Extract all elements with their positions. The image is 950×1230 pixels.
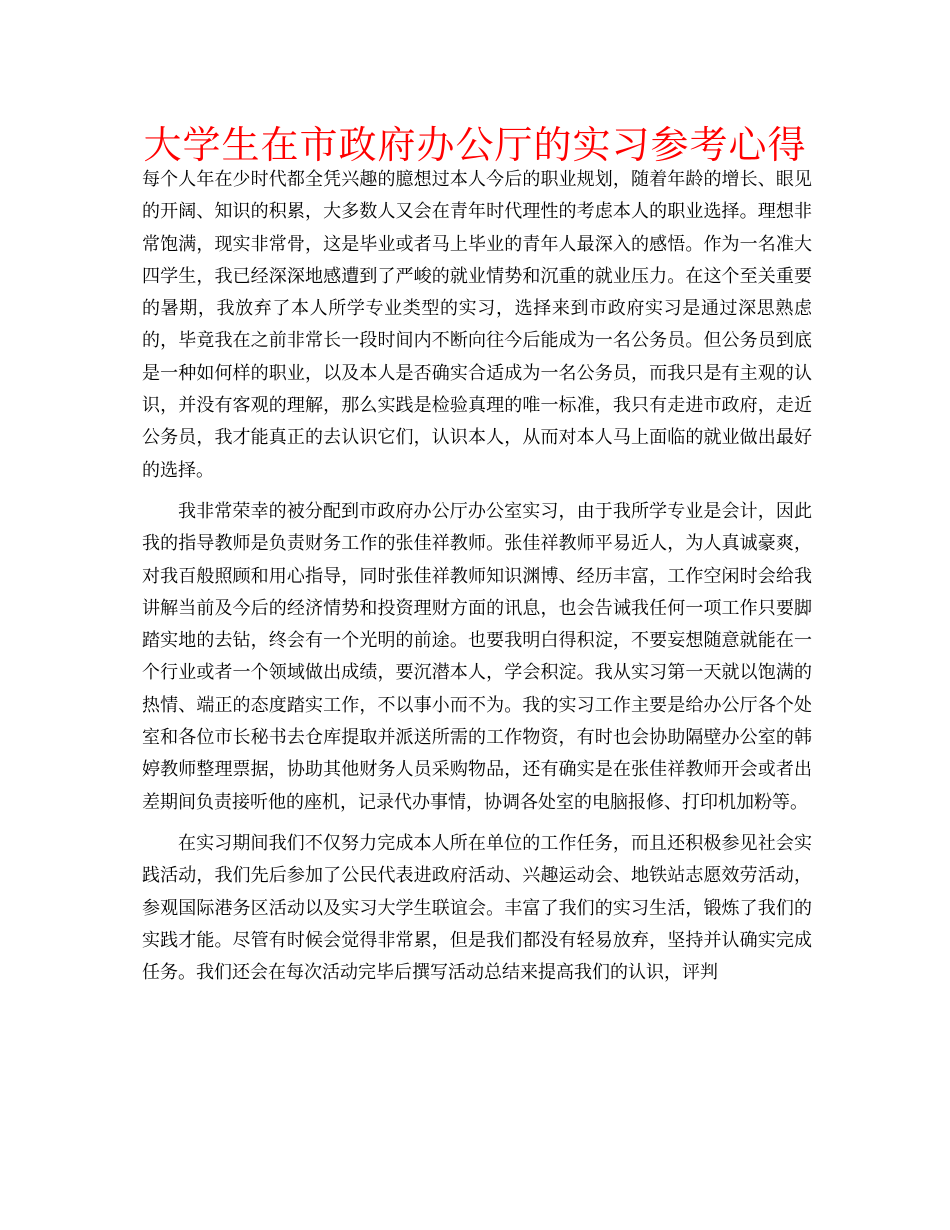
paragraph-3: 在实习期间我们不仅努力完成本人所在单位的工作任务，而且还积极参见社会实践活动，我们先后参加了公民代表进政府活动、兴趣运动会、地铁站志愿效劳活动，参观国际港务区活动以及实习大学生联谊会。丰富了我们的实习生活，锻炼了我们的实践才能。尽管有时候会觉得非常累，但是我们都没有轻易放弃，坚持并认确实完成任务。我们还会在每次活动完毕后撰写活动总结来提高我们的认识，评判: [142, 832, 812, 984]
document-body: [142, 164, 812, 989]
document-title: 大学生在市政府办公厅的实习参考心得: [143, 123, 807, 167]
paragraph-1: 每个人年在少时代都全凭兴趣的臆想过本人今后的职业规划，随着年龄的增长、眼见的开阔、知识的积累，大多数人又会在青年时代理性的考虑本人的职业选择。理想非常饱满，现实非常骨，这是毕业或者马上毕业的青年人最深入的感悟。作为一名准大四学生，我已经深深地感遭到了严峻的就业情势和沉重的就业压力。在这个至关重要的暑期，我放弃了本人所学专业类型的实习，选择来到市政府实习是通过深思熟虑的，毕竟我在之前非常长一段时间内不断向往今后能成为一名公务员。但公务员到底是一种如何样的职业，以及本人是否确实合适成为一名公务员，而我只是有主观的认识，并没有客观的理解，那么实践是检验真理的唯一标准，我只有走进市政府，走近公务员，我才能真正的去认识它们，认识本人，从而对本人马上面临的就业做出最好的选择。: [142, 169, 812, 481]
paragraph-2: 我非常荣幸的被分配到市政府办公厅办公室实习，由于我所学专业是会计，因此我的指导教师是负责财务工作的张佳祥教师。张佳祥教师平易近人，为人真诚豪爽，对我百般照顾和用心指导，同时张佳祥教师知识渊博、经历丰富，工作空闲时会给我讲解当前及今后的经济情势和投资理财方面的讯息，也会告诫我任何一项工作只要脚踏实地的去钻，终会有一个光明的前途。也要我明白得积淀，不要妄想随意就能在一个行业或者一个领域做出成绩，要沉潜本人，学会积淀。我从实习第一天就以饱满的热情、端正的态度踏实工作，不以事小而不为。我的实习工作主要是给办公厅各个处室和各位市长秘书去仓库提取并派送所需的工作物资，有时也会协助隔壁办公室的韩婷教师整理票据，协助其他财务人员采购物品，还有确实是在张佳祥教师开会或者出差期间负责接听他的座机，记录代办事情，协调各处室的电脑报修、打印机加粉等。: [142, 500, 812, 813]
